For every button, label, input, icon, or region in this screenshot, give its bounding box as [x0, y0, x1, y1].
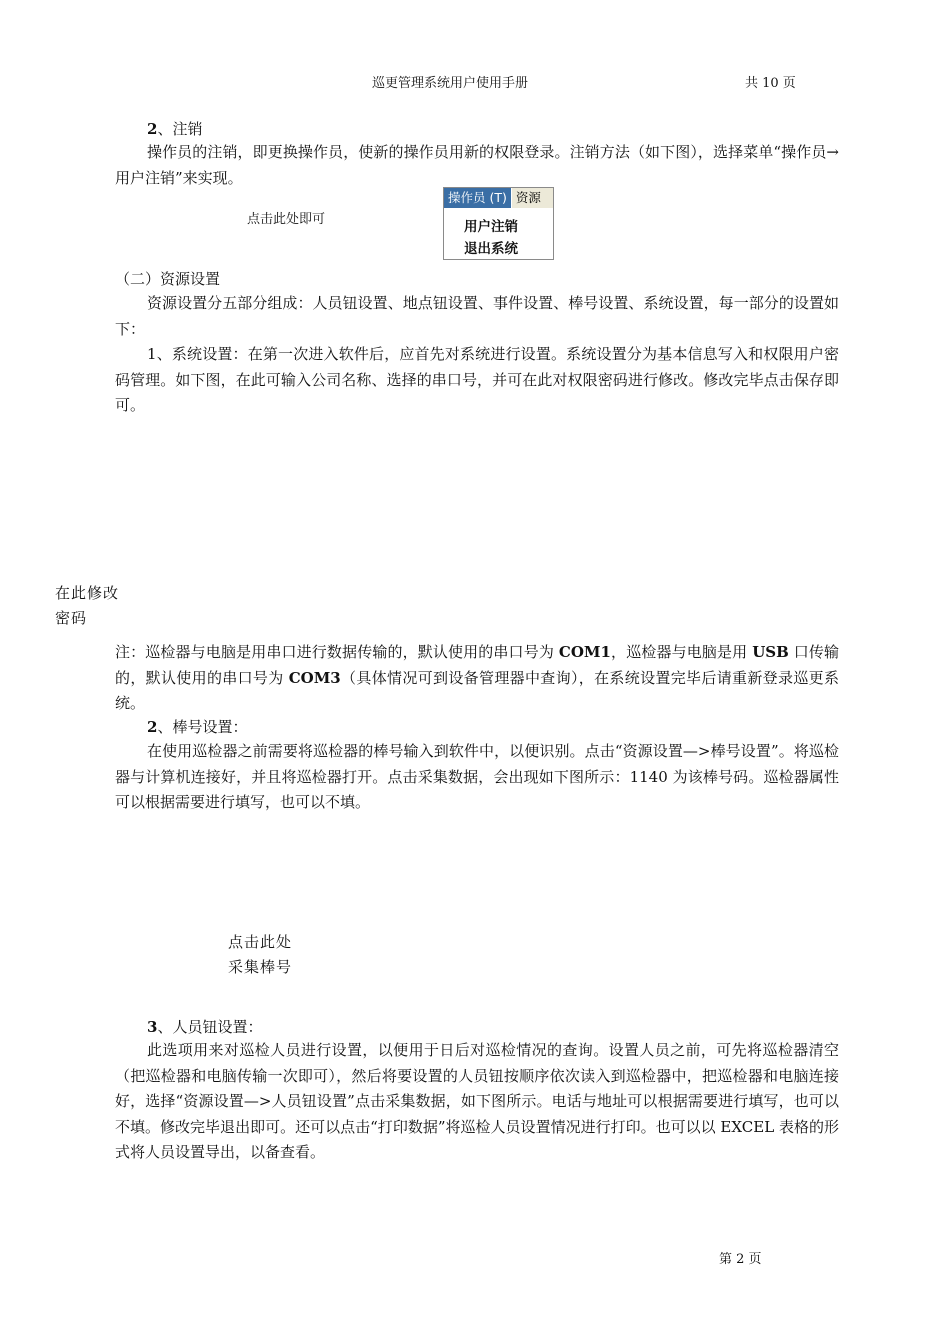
- stick-heading-number: 2: [147, 718, 158, 736]
- note-text-3: 口传输的，默认使用的串口号为: [115, 643, 839, 687]
- stick-heading: [147, 716, 247, 737]
- resources-heading: （二）资源设置: [115, 270, 221, 288]
- menu-bar: [444, 188, 553, 208]
- password-callout-line1: 在此修改: [55, 584, 120, 602]
- stick-body: 在使用巡检器之前需要将巡检器的棒号输入到软件中，以便识别。点击“资源设置—>棒号设置”。将巡检器与计算机连接好，并且将巡检器打开。点击采集数据，会出现如下图所示：1140 为该棒号码。巡检器属性可以根据需要进行填写，也可以不填。: [115, 742, 839, 811]
- personnel-heading: [147, 1016, 262, 1037]
- resources-intro: 资源设置分五部分组成：人员钮设置、地点钮设置、事件设置、棒号设置、系统设置，每一部分的设置如下：: [115, 294, 839, 338]
- menu-item-user-logout: 用户注销: [464, 219, 518, 235]
- note-com1: COM1: [558, 643, 611, 661]
- personnel-heading-text: 、人员钮设置：: [157, 1018, 263, 1036]
- header-total-pages: 共 10 页: [745, 76, 796, 91]
- personnel-body: 此选项用来对巡检人员进行设置，以便用于日后对巡检情况的查询。设置人员之前，可先将巡检器清空（把巡检器和电脑传输一次即可），然后将要设置的人员钮按顺序依次读入到巡检器中，把巡检器和电脑连接好，选择“资源设置—>人员钮设置”点击采集数据，如下图所示。电话与地址可以根据需要进行填写，也可以不填。修改完毕退出即可。还可以点击“打印数据”将巡检人员设置情况进行打印。也可以以 EXCEL 表格的形式将人员设置导出，以备查看。: [115, 1041, 839, 1161]
- logout-heading-number: 2: [147, 120, 158, 138]
- logout-heading-text: 、注销: [157, 120, 203, 138]
- stick-callout-line1: 点击此处: [228, 933, 293, 951]
- note-text-2: ，巡检器与电脑是用: [610, 643, 753, 661]
- logout-heading: [147, 118, 202, 139]
- stick-heading-text: 、棒号设置：: [157, 718, 248, 736]
- password-callout-line2: 密码: [55, 609, 88, 627]
- note-paragraph: [115, 640, 839, 717]
- header-title: 巡更管理系统用户使用手册: [372, 76, 529, 91]
- note-text-1: 注：巡检器与电脑是用串口进行数据传输的，默认使用的串口号为: [115, 643, 559, 661]
- note-com3: COM3: [288, 668, 341, 687]
- menu-resources: 资源: [512, 188, 553, 208]
- note-text-4: （具体情况可到设备管理器中查询），在系统设置完毕后请重新登录巡更系统。: [115, 668, 839, 712]
- logout-body: 操作员的注销，即更换操作员，使新的操作员用新的权限登录。注销方法（如下图），选择菜单“操作员→用户注销”来实现。: [115, 143, 839, 187]
- footer-page-number: 第 2 页: [719, 1252, 762, 1267]
- note-usb: USB: [752, 643, 789, 661]
- logout-callout: 点击此处即可: [247, 212, 326, 227]
- operator-menu-screenshot: [443, 187, 554, 260]
- menu-item-exit-system: 退出系统: [464, 241, 518, 257]
- menu-operator: 操作员 (T): [444, 188, 512, 208]
- stick-callout-line2: 采集棒号: [228, 958, 293, 976]
- personnel-heading-number: 3: [147, 1018, 158, 1036]
- system-settings-body: 1、系统设置：在第一次进入软件后，应首先对系统进行设置。系统设置分为基本信息写入和权限用户密码管理。如下图，在此可输入公司名称、选择的串口号，并可在此对权限密码进行修改。修改完毕点击保存即可。: [115, 345, 839, 414]
